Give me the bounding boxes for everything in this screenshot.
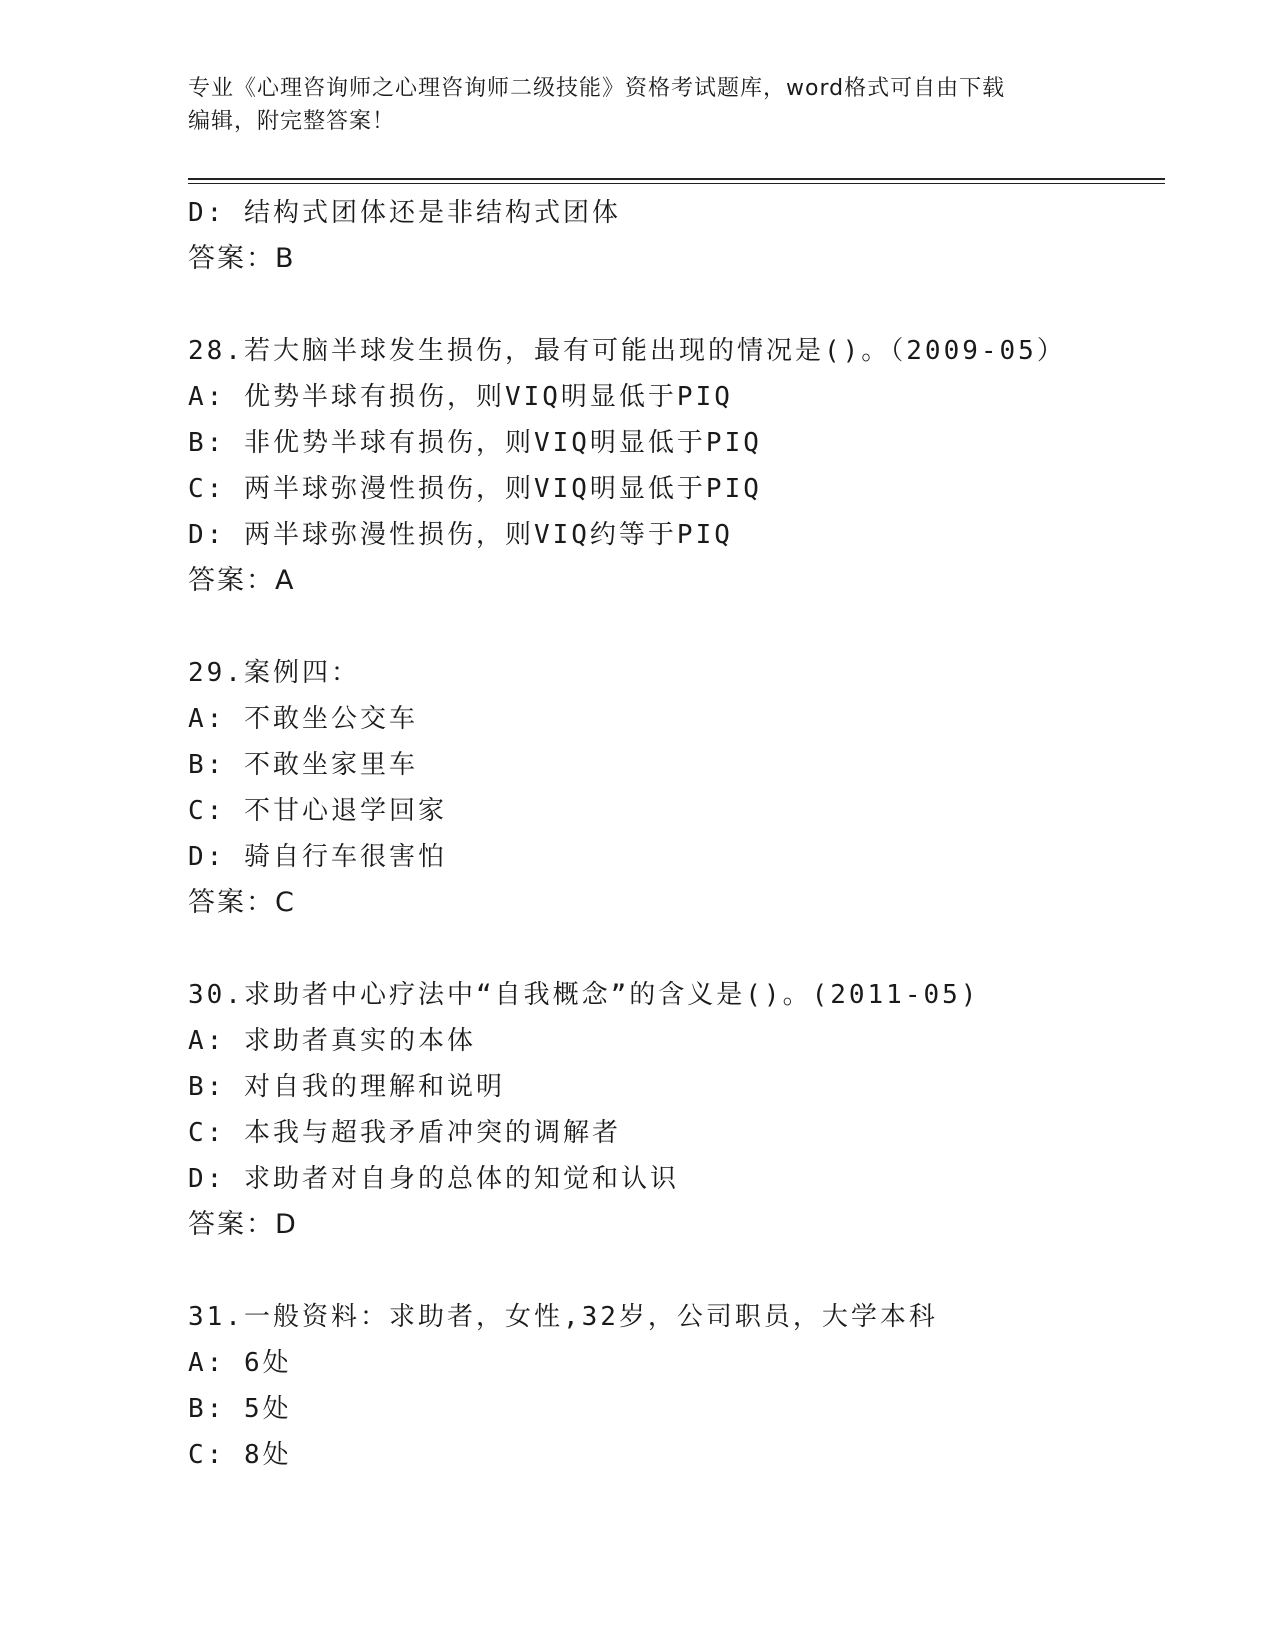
- option-a: A: 求助者真实的本体: [188, 1026, 476, 1056]
- question-30: [188, 972, 1168, 1248]
- option-d: D: 结构式团体还是非结构式团体: [188, 198, 621, 228]
- answer: 答案：D: [188, 1209, 298, 1240]
- question-stem: 28.若大脑半球发生损伤，最有可能出现的情况是()。（2009-05）: [188, 336, 1066, 366]
- option-d: D: 两半球弥漫性损伤，则VIQ约等于PIQ: [188, 520, 733, 550]
- option-c: C: 两半球弥漫性损伤，则VIQ明显低于PIQ: [188, 474, 762, 504]
- option-a: A: 优势半球有损伤，则VIQ明显低于PIQ: [188, 382, 733, 412]
- option-a: A: 不敢坐公交车: [188, 704, 418, 734]
- option-b: B: 5处: [188, 1394, 292, 1424]
- answer: 答案：C: [188, 887, 296, 918]
- option-d: D: 骑自行车很害怕: [188, 842, 447, 872]
- answer: 答案：A: [188, 565, 296, 596]
- question-stem: 29.案例四：: [188, 658, 360, 688]
- header-line-1: 专业《心理咨询师之心理咨询师二级技能》资格考试题库，word格式可自由下载: [188, 76, 1006, 101]
- option-c: C: 8处: [188, 1440, 292, 1470]
- previous-question-tail: [188, 190, 1168, 282]
- header-divider-thick: [188, 178, 1165, 180]
- header-line-2: 编辑，附完整答案！: [188, 109, 396, 134]
- document-header: [188, 72, 1088, 138]
- option-a: A: 6处: [188, 1348, 292, 1378]
- answer: 答案：B: [188, 243, 296, 274]
- option-b: B: 非优势半球有损伤，则VIQ明显低于PIQ: [188, 428, 762, 458]
- question-stem: 31.一般资料：求助者，女性,32岁，公司职员，大学本科: [188, 1302, 938, 1332]
- option-b: B: 对自我的理解和说明: [188, 1072, 505, 1102]
- header-divider-thin: [188, 183, 1165, 184]
- question-31: [188, 1294, 1168, 1478]
- option-d: D: 求助者对自身的总体的知觉和认识: [188, 1164, 679, 1194]
- option-b: B: 不敢坐家里车: [188, 750, 418, 780]
- question-stem: 30.求助者中心疗法中“自我概念”的含义是()。(2011-05): [188, 980, 980, 1010]
- option-c: C: 本我与超我矛盾冲突的调解者: [188, 1118, 621, 1148]
- question-28: [188, 328, 1168, 604]
- question-29: [188, 650, 1168, 926]
- question-list: [188, 190, 1168, 1478]
- option-c: C: 不甘心退学回家: [188, 796, 447, 826]
